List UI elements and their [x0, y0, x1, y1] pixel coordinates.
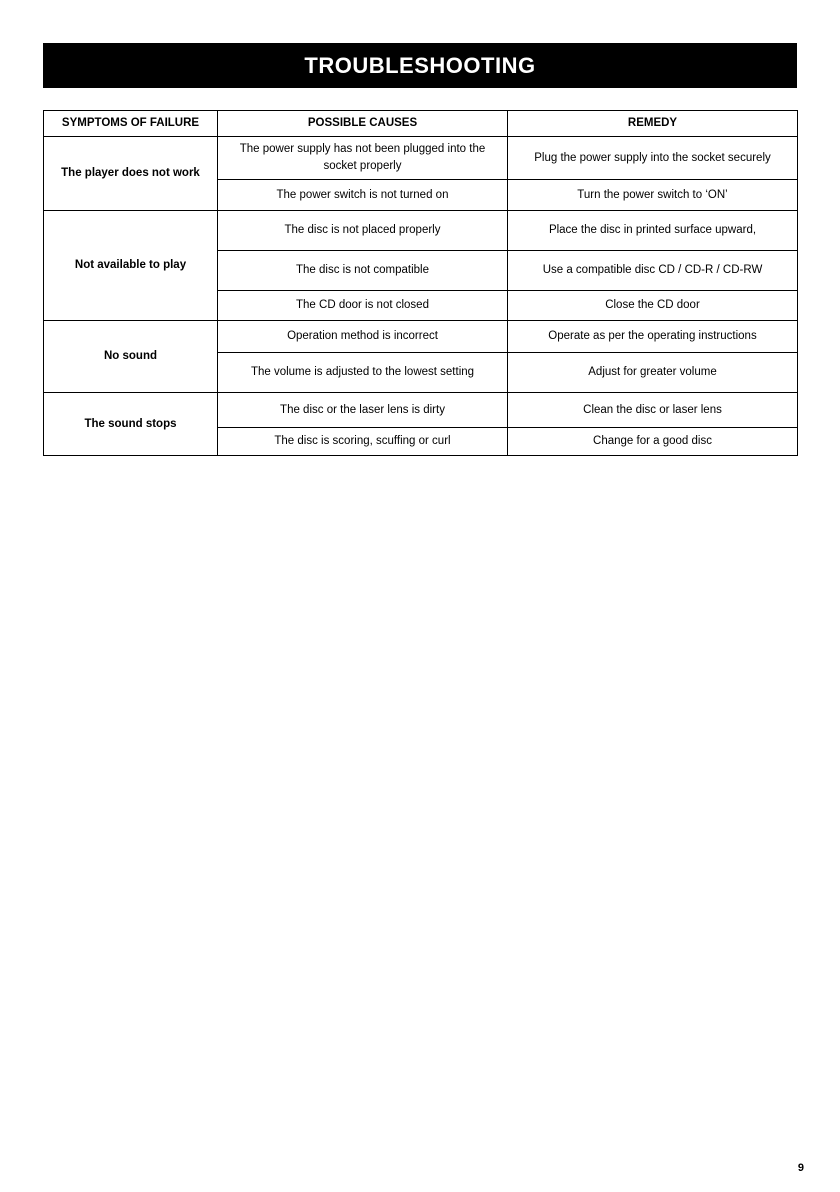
remedy-cell: Adjust for greater volume: [508, 353, 798, 393]
symptom-cell: Not available to play: [44, 211, 218, 321]
table-row: [44, 393, 798, 428]
symptom-cell: No sound: [44, 321, 218, 393]
cause-cell: The disc is not placed properly: [218, 211, 508, 251]
header-symptoms: SYMPTOMS OF FAILURE: [44, 111, 218, 137]
cause-cell: The disc is not compatible: [218, 251, 508, 291]
page-number: 9: [797, 1162, 804, 1174]
remedy-cell: Place the disc in printed surface upward,: [508, 211, 798, 251]
header-possible-causes: POSSIBLE CAUSES: [218, 111, 508, 137]
remedy-cell: Turn the power switch to ‘ON’: [508, 180, 798, 211]
cause-cell: The disc is scoring, scuffing or curl: [218, 428, 508, 456]
table-row: [44, 321, 798, 353]
table-row: [44, 211, 798, 251]
table-header-row: [44, 111, 798, 137]
cause-cell: The volume is adjusted to the lowest setting: [218, 353, 508, 393]
symptom-cell: The player does not work: [44, 137, 218, 211]
remedy-cell: Plug the power supply into the socket securely: [508, 137, 798, 180]
troubleshooting-table: [43, 110, 798, 456]
header-remedy: REMEDY: [508, 111, 798, 137]
table-row: [44, 137, 798, 180]
page-title: TROUBLESHOOTING: [43, 43, 797, 88]
remedy-cell: Close the CD door: [508, 291, 798, 321]
remedy-cell: Use a compatible disc CD / CD-R / CD-RW: [508, 251, 798, 291]
cause-cell: The CD door is not closed: [218, 291, 508, 321]
symptom-cell: The sound stops: [44, 393, 218, 456]
remedy-cell: Operate as per the operating instructions: [508, 321, 798, 353]
remedy-cell: Change for a good disc: [508, 428, 798, 456]
remedy-cell: Clean the disc or laser lens: [508, 393, 798, 428]
cause-cell: The power switch is not turned on: [218, 180, 508, 211]
cause-cell: The disc or the laser lens is dirty: [218, 393, 508, 428]
cause-cell: Operation method is incorrect: [218, 321, 508, 353]
cause-cell: The power supply has not been plugged into the socket properly: [218, 137, 508, 180]
